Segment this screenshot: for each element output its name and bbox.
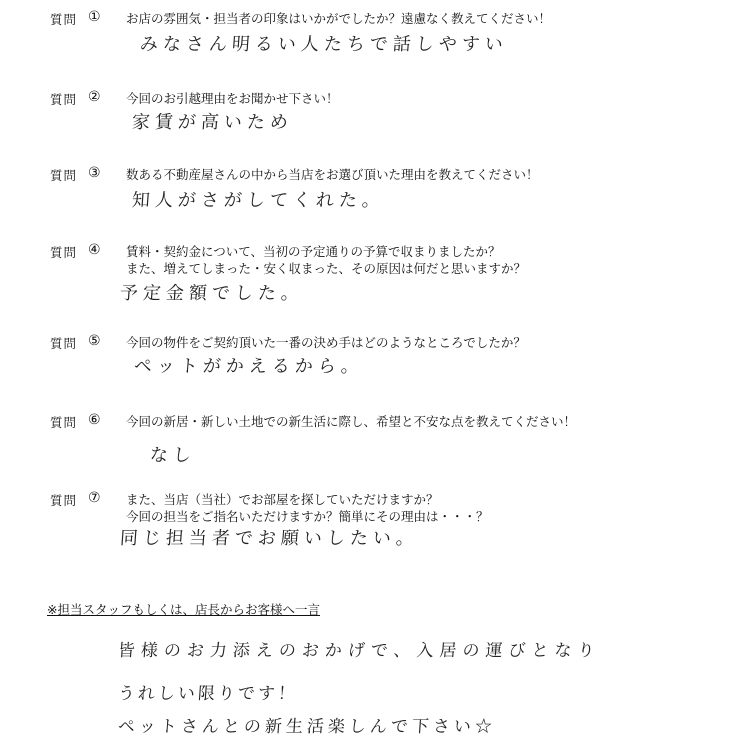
question-label: 質問 <box>50 168 78 183</box>
question-number: ⑤ <box>88 333 101 349</box>
question-label: 質問 <box>50 336 78 351</box>
question-text: また、当店（当社）でお部屋を探していただけますか？ 今回の担当をご指名いただけますか？簡単にその理由は・・・？ <box>126 492 489 524</box>
question-text: 賃料・契約金について、当初の予定通りの予算で収まりましたか？ また、増えてしまった・安く収まった、その原因は何だと思いますか？ <box>126 244 527 276</box>
question-text: 今回の物件をご契約頂いた一番の決め手はどのようなところでしたか？ <box>126 335 526 350</box>
question-text: お店の雰囲気・担当者の印象はいかがでしたか？遠慮なく教えてください！ <box>126 11 552 26</box>
question-number: ⑥ <box>88 412 101 428</box>
answer-2: 家賃が高いため <box>131 112 294 133</box>
question-number: ④ <box>88 242 101 258</box>
answer-3: 知人がさがしてくれた。 <box>131 190 386 211</box>
question-label: 質問 <box>50 245 78 260</box>
question-label: 質問 <box>50 92 78 107</box>
question-label: 質問 <box>50 12 78 27</box>
question-text: 今回のお引越理由をお聞かせ下さい！ <box>126 91 339 106</box>
question-text: 今回の新居・新しい土地での新生活に際し、希望と不安な点を教えてください！ <box>126 414 577 429</box>
question-number: ① <box>88 9 101 25</box>
staff-message-line-3: ペットさんとの新生活楽しんで下さい☆ <box>117 717 497 737</box>
question-text: 数ある不動産屋さんの中から当店をお選び頂いた理由を教えてください！ <box>126 167 539 182</box>
question-number: ② <box>88 89 101 105</box>
question-number: ③ <box>88 165 101 181</box>
question-label: 質問 <box>50 415 78 430</box>
answer-1: みなさん明るい人たちで話しやすい <box>139 34 509 55</box>
question-number: ⑦ <box>88 490 101 506</box>
staff-message-line-2: うれしい限りです！ <box>117 684 299 704</box>
answer-7: 同じ担当者でお願いしたい。 <box>119 528 420 549</box>
question-label: 質問 <box>50 493 78 508</box>
answer-5: ペットがかえるから。 <box>133 356 365 377</box>
staff-message-line-1: 皆様のお力添えのおかげで、入居の運びとなり <box>117 641 602 661</box>
answer-4: 予定金額でした。 <box>119 283 305 304</box>
staff-message-heading: ※担当スタッフもしくは、店長からお客様へ一言 <box>47 602 320 617</box>
answer-6: なし <box>149 445 197 466</box>
